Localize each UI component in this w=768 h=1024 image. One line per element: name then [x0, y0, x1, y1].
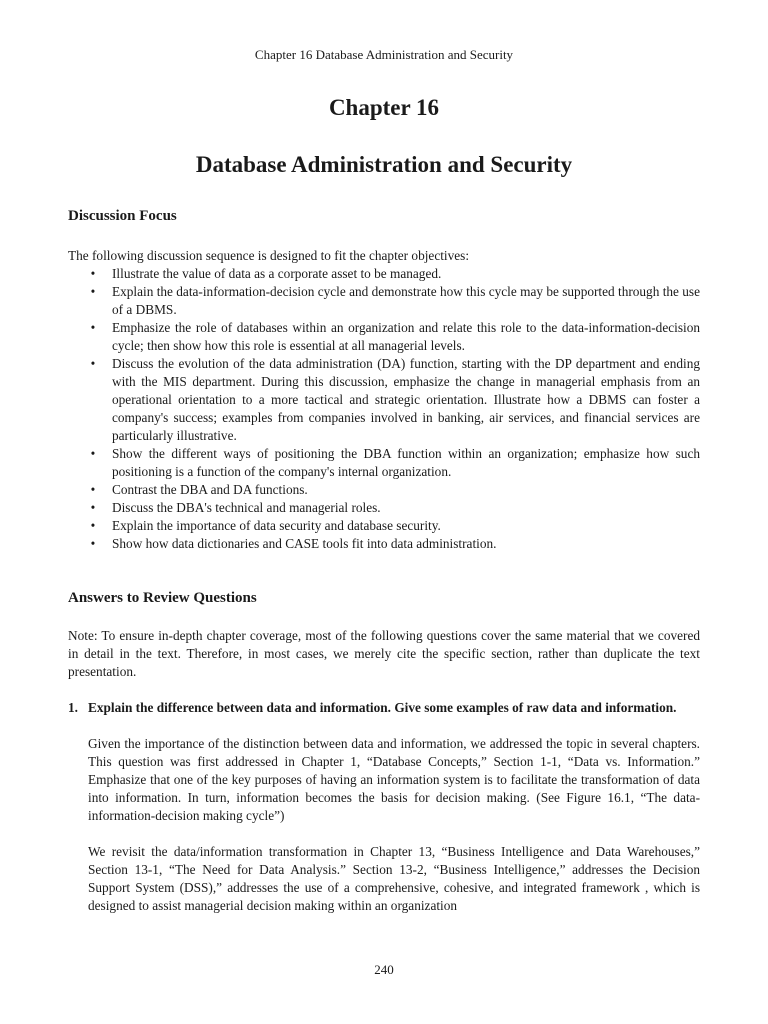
list-item: • Contrast the DBA and DA functions.: [68, 481, 700, 499]
bullet-icon: •: [90, 518, 96, 533]
list-item: • Show how data dictionaries and CASE tools fit into data administration.: [68, 535, 700, 553]
review-answers-heading: Answers to Review Questions: [68, 590, 257, 606]
page-content: [68, 205, 700, 915]
list-item: • Explain the data-information-decision cycle and demonstrate how this cycle may be supported through the use of a DBMS.: [68, 283, 700, 319]
review-note: Note: To ensure in-depth chapter coverage, most of the following questions cover the same material that we covered in detail in the text. Therefore, in most cases, we merely cite the specific section, rather than duplicate the text presentation.: [68, 628, 700, 679]
bullet-icon: •: [90, 320, 96, 335]
chapter-title: Database Administration and Security: [195, 152, 573, 177]
list-item: • Discuss the DBA's technical and managerial roles.: [68, 499, 700, 517]
bullet-icon: •: [90, 266, 96, 281]
list-item: • Illustrate the value of data as a corporate asset to be managed.: [68, 265, 700, 283]
bullet-icon: •: [90, 500, 96, 515]
bullet-icon: •: [90, 356, 96, 371]
bullet-icon: •: [90, 536, 96, 551]
discussion-focus-intro: The following discussion sequence is designed to fit the chapter objectives:: [68, 248, 470, 263]
list-item: • Discuss the evolution of the data administration (DA) function, starting with the DP department and ending with the MIS department. During this discussion, emphasize the change in managerial emphasis from an operational orientation to a more tactical and strategic orientation. Illustrate how a DBMS can foster a company's success; examples from companies involved in banking, air services, and financial services are particularly illustrative.: [68, 355, 700, 445]
list-item: • Show the different ways of positioning the DBA function within an organization; emphasize how such positioning is a function of the company's internal organization.: [68, 445, 700, 481]
question-text: Explain the difference between data and information. Give some examples of raw data and information.: [88, 700, 677, 715]
chapter-number: Chapter 16: [328, 95, 440, 120]
page-number: 240: [374, 962, 394, 977]
question-number: 1.: [68, 700, 78, 715]
answer-paragraph: We revisit the data/information transformation in Chapter 13, “Business Intelligence and Data Warehouses,” Section 13-1, “The Need for Data Analysis.” Section 13-2, “Business Intelligence,” addresses the Decision Support System (DSS),” addresses the use of a comprehensive, cohesive, and integrated framework , which is designed to assist managerial decision making within an organization: [88, 844, 700, 913]
bullet-icon: •: [90, 482, 96, 497]
running-header: Chapter 16 Database Administration and Security: [254, 47, 514, 62]
list-item: • Emphasize the role of databases within an organization and relate this role to the data-information-decision cycle; then show how this role is essential at all managerial levels.: [68, 319, 700, 355]
discussion-focus-heading: Discussion Focus: [68, 208, 177, 224]
answer-paragraph: Given the importance of the distinction between data and information, we addressed the topic in several chapters. This question was first addressed in Chapter 1, “Database Concepts,” Section 1-1, “Data vs. Information.” Emphasize that one of the key purposes of having an information system is to facilitate the transformation of data into information. In turn, information becomes the basis for decision making. (See Figure 16.1, “The data-information-decision making cycle”): [88, 736, 700, 823]
list-item: • Explain the importance of data security and database security.: [68, 517, 700, 535]
bullet-icon: •: [90, 446, 96, 461]
bullet-icon: •: [90, 284, 96, 299]
objectives-list: [68, 265, 700, 553]
review-question-1: [68, 699, 700, 717]
